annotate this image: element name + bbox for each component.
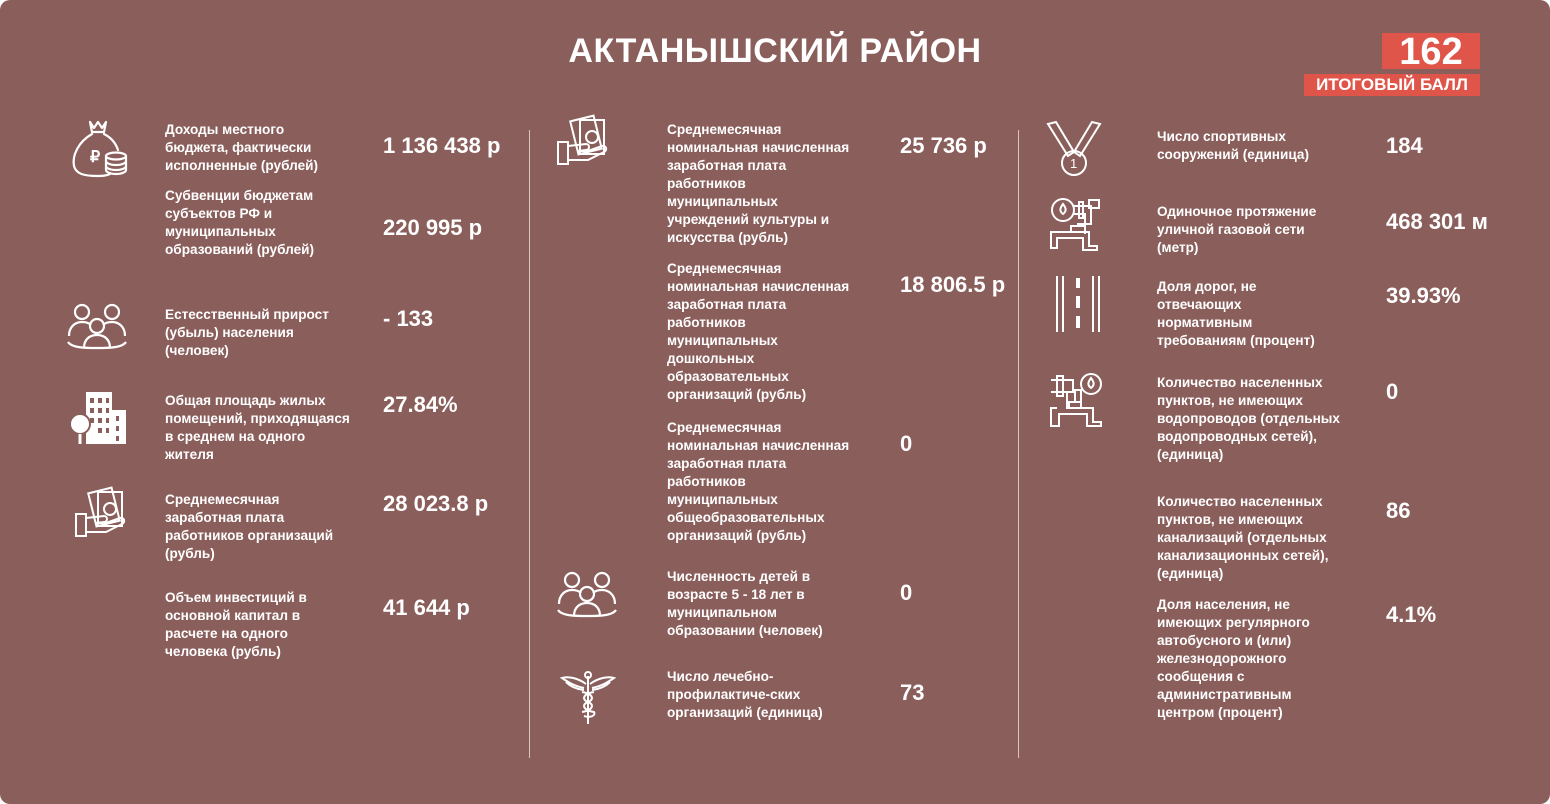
salary-hand-icon: [74, 486, 128, 540]
svg-text:₽: ₽: [90, 149, 101, 166]
indicator-value: 41 644 р: [383, 595, 470, 620]
indicator-value: 73: [900, 680, 925, 705]
apartment-building-icon: [68, 390, 128, 446]
indicator-label: Число спортивных сооружений (единица): [1157, 129, 1309, 162]
indicator-value: 25 736 р: [900, 133, 987, 158]
indicator-label: Естесственный прирост (убыль) населения (человек): [165, 307, 329, 358]
indicator-value: 27.84%: [383, 392, 458, 417]
people-group-icon: [66, 302, 128, 350]
indicator-label: Доля населения, не имеющих регулярного автобусного и (или) железнодорожного сообщения с административным центром (процент): [1157, 597, 1310, 720]
indicator-label: Количество населенных пунктов, не имеющих канализаций (отдельных канализационных сетей), (единица): [1157, 494, 1329, 581]
water-pipe-icon: [1049, 372, 1105, 428]
column-divider: [1018, 130, 1019, 758]
indicator-label: Доходы местного бюджета, фактически исполненные (рублей): [165, 122, 319, 173]
total-score: 162: [1382, 33, 1480, 69]
indicator-value: 4.1%: [1386, 602, 1437, 627]
road-icon: [1054, 276, 1102, 332]
people-group-icon: [556, 570, 618, 618]
indicator-value: 220 995 р: [383, 215, 483, 240]
indicator-value: 39.93%: [1386, 283, 1461, 308]
indicator-label: Среднемесячная номинальная начисленная заработная плата работников муниципальных общеобразовательных организаций (рубль): [667, 420, 850, 543]
svg-text:1: 1: [1070, 156, 1078, 171]
page-title: АКТАНЫШСКИЙ РАЙОН: [568, 32, 982, 70]
indicator-label: Одиночное протяжение уличной газовой сети (метр): [1157, 204, 1317, 255]
indicator-value: 18 806.5 р: [900, 272, 1006, 297]
indicator-label: Среднемесячная заработная плата работников организаций (рубль): [165, 492, 334, 561]
indicator-value: 0: [900, 431, 913, 456]
indicator-value: 184: [1386, 133, 1423, 158]
indicator-value: 0: [900, 580, 913, 605]
indicator-label: Объем инвестиций в основной капитал в расчете на одного человека (рубль): [165, 590, 307, 659]
indicator-label: Среднемесячная номинальная начисленная заработная плата работников муниципальных учреждений культуры и искусства (рубль): [667, 122, 850, 245]
indicator-label: Субвенции бюджетам субъектов РФ и муниципальных образований (рублей): [165, 188, 315, 257]
indicator-value: 28 023.8 р: [383, 491, 489, 516]
money-bag-icon: [68, 118, 130, 178]
indicator-value: 468 301 м: [1386, 209, 1488, 234]
total-score-label: ИТОГОВЫЙ БАЛЛ: [1304, 74, 1480, 96]
indicator-label: Доля дорог, не отвечающих нормативным требованиям (процент): [1157, 279, 1315, 348]
indicator-value: 86: [1386, 498, 1411, 523]
indicator-value: 1 136 438 р: [383, 133, 501, 158]
gas-pipe-icon: [1049, 196, 1105, 252]
medal-icon: [1046, 120, 1102, 178]
caduceus-icon: [560, 670, 616, 726]
indicator-label: Среднемесячная номинальная начисленная заработная плата работников муниципальных дошкольных образовательных организаций (рубль): [667, 261, 850, 402]
indicator-value: 0: [1386, 379, 1399, 404]
salary-hand-icon: [556, 114, 610, 168]
indicator-label: Общая площадь жилых помещений, приходящаяся в среднем на одного жителя: [165, 393, 350, 462]
column-divider: [529, 130, 530, 758]
indicator-label: Численность детей в возрасте 5 - 18 лет в муниципальном образовании (человек): [667, 569, 823, 638]
indicator-label: Число лечебно-профилактиче-ских организаций (единица): [667, 669, 823, 720]
indicator-value: - 133: [383, 306, 434, 331]
indicator-label: Количество населенных пунктов, не имеющих водопроводов (отдельных водопроводных сетей), (единица): [1157, 375, 1340, 462]
